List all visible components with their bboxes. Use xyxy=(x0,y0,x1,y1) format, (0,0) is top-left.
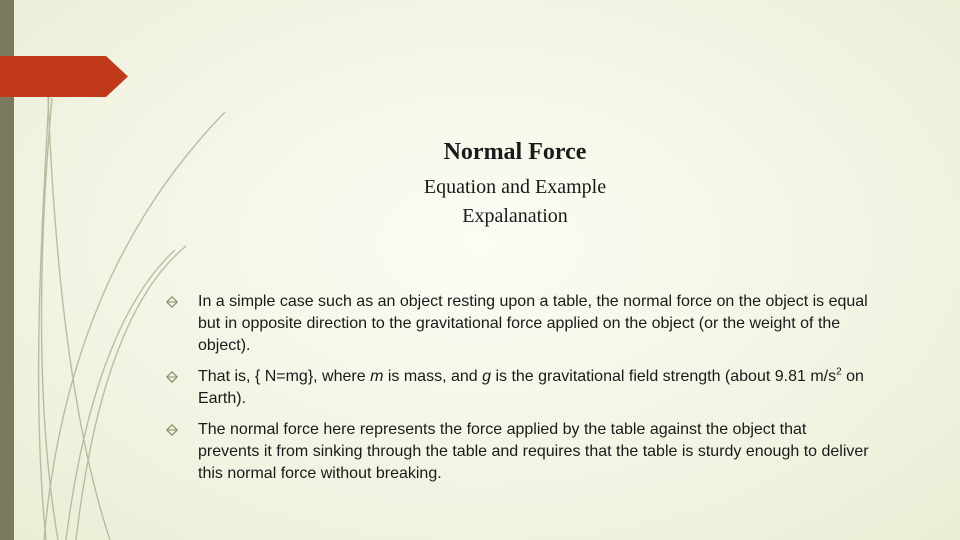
slide-title: Normal Force xyxy=(443,139,587,165)
variable-g: g xyxy=(482,368,492,385)
exponent: 2 xyxy=(836,366,842,378)
slide-subtitle-line2: Expalanation xyxy=(462,204,568,227)
title-block xyxy=(300,138,730,231)
bullet-item xyxy=(160,419,870,485)
bullet-text xyxy=(198,368,864,407)
bullet-item xyxy=(160,291,870,357)
diamond-outline-icon xyxy=(166,296,178,308)
diamond-outline-icon xyxy=(166,424,178,436)
text-fragment: on Earth). xyxy=(198,368,864,407)
text-fragment: is mass, and xyxy=(383,368,483,385)
diamond-outline-icon xyxy=(166,371,178,383)
slide-subtitle-line1: Equation and Example xyxy=(423,175,607,198)
text-fragment: That is, { N=mg}, where xyxy=(198,368,371,385)
text-fragment: is the gravitational field strength (about 9.81 m/s xyxy=(491,368,837,385)
variable-m: m xyxy=(370,368,384,385)
bullet-item xyxy=(160,366,870,410)
bullet-text: In a simple case such as an object resting upon a table, the normal force on the object is equal but in opposite direction to the gravitational force applied on the object (or the weight of the object). xyxy=(198,293,868,354)
accent-tab xyxy=(0,56,128,97)
bullet-text: The normal force here represents the force applied by the table against the object that prevents it from sinking through the table and requires that the table is sturdy enough to deliver this normal force without breaking. xyxy=(198,421,869,482)
bullet-list xyxy=(160,291,870,494)
